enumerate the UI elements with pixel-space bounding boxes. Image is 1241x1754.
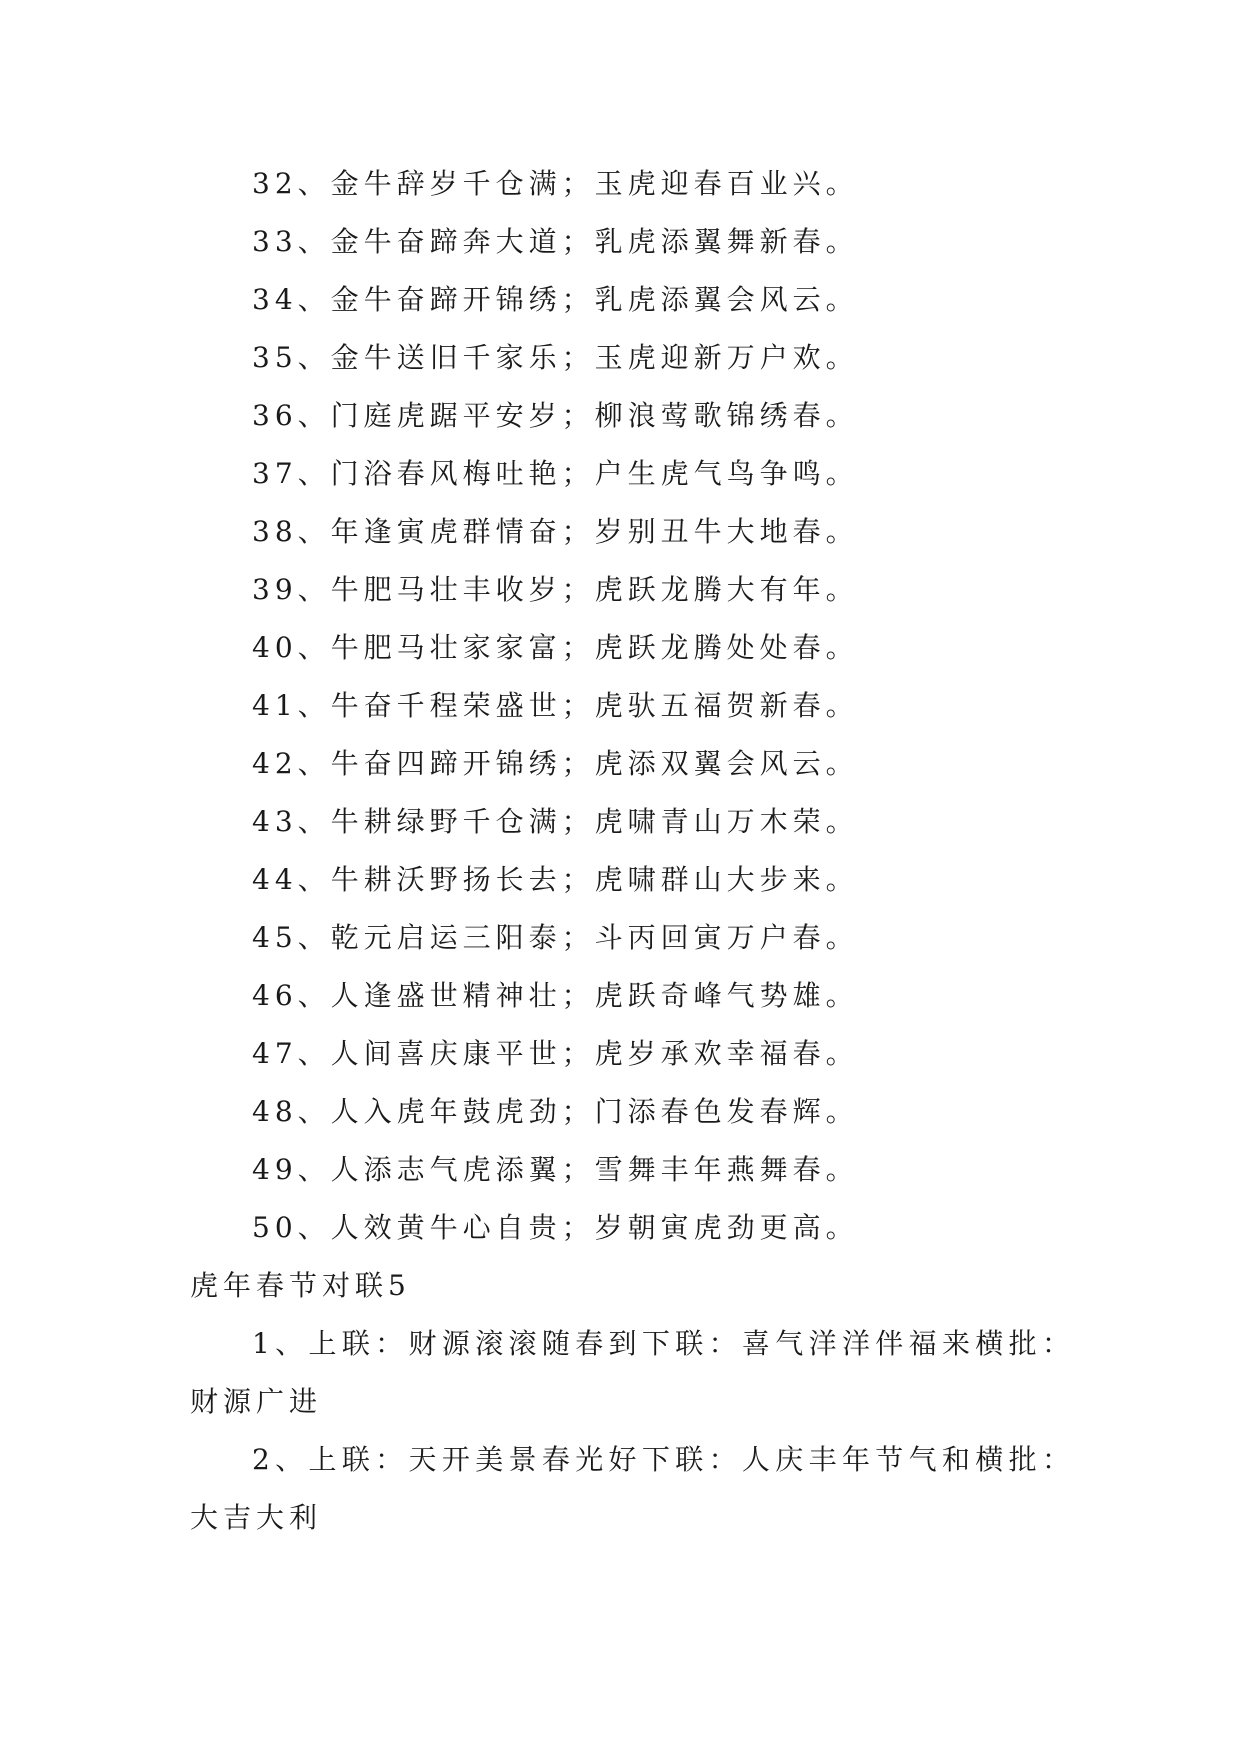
couplet-line: 45、乾元启运三阳泰；斗丙回寅万户春。 bbox=[252, 921, 859, 954]
couplet-line: 44、牛耕沃野扬长去；虎啸群山大步来。 bbox=[252, 863, 859, 896]
section-item-1: 1、上联：财源滚滚随春到下联：喜气洋洋伴福来横批：财源广进 bbox=[190, 1327, 1075, 1418]
couplet-line: 41、牛奋千程荣盛世；虎驮五福贺新春。 bbox=[252, 689, 859, 722]
couplet-line: 35、金牛送旧千家乐；玉虎迎新万户欢。 bbox=[252, 341, 859, 374]
section-heading: 虎年春节对联5 bbox=[190, 1269, 411, 1302]
couplet-line: 40、牛肥马壮家家富；虎跃龙腾处处春。 bbox=[252, 631, 859, 664]
couplet-line: 50、人效黄牛心自贵；岁朝寅虎劲更高。 bbox=[252, 1211, 859, 1244]
document-body bbox=[190, 155, 1075, 1547]
couplet-line: 39、牛肥马壮丰收岁；虎跃龙腾大有年。 bbox=[252, 573, 859, 606]
couplet-line: 46、人逢盛世精神壮；虎跃奇峰气势雄。 bbox=[252, 979, 859, 1012]
couplet-line: 33、金牛奋蹄奔大道；乳虎添翼舞新春。 bbox=[252, 225, 859, 258]
couplet-line: 34、金牛奋蹄开锦绣；乳虎添翼会风云。 bbox=[252, 283, 859, 316]
section-item-2: 2、上联：天开美景春光好下联：人庆丰年节气和横批：大吉大利 bbox=[190, 1443, 1075, 1534]
couplet-line: 47、人间喜庆康平世；虎岁承欢幸福春。 bbox=[252, 1037, 859, 1070]
couplet-line: 38、年逢寅虎群情奋；岁别丑牛大地春。 bbox=[252, 515, 859, 548]
couplet-line: 43、牛耕绿野千仓满；虎啸青山万木荣。 bbox=[252, 805, 859, 838]
couplet-line: 49、人添志气虎添翼；雪舞丰年燕舞春。 bbox=[252, 1153, 859, 1186]
couplet-line: 48、人入虎年鼓虎劲；门添春色发春辉。 bbox=[252, 1095, 859, 1128]
couplet-line: 32、金牛辞岁千仓满；玉虎迎春百业兴。 bbox=[252, 167, 859, 200]
couplet-line: 42、牛奋四蹄开锦绣；虎添双翼会风云。 bbox=[252, 747, 859, 780]
couplet-line: 37、门浴春风梅吐艳；户生虎气鸟争鸣。 bbox=[252, 457, 859, 490]
couplet-line: 36、门庭虎踞平安岁；柳浪莺歌锦绣春。 bbox=[252, 399, 859, 432]
